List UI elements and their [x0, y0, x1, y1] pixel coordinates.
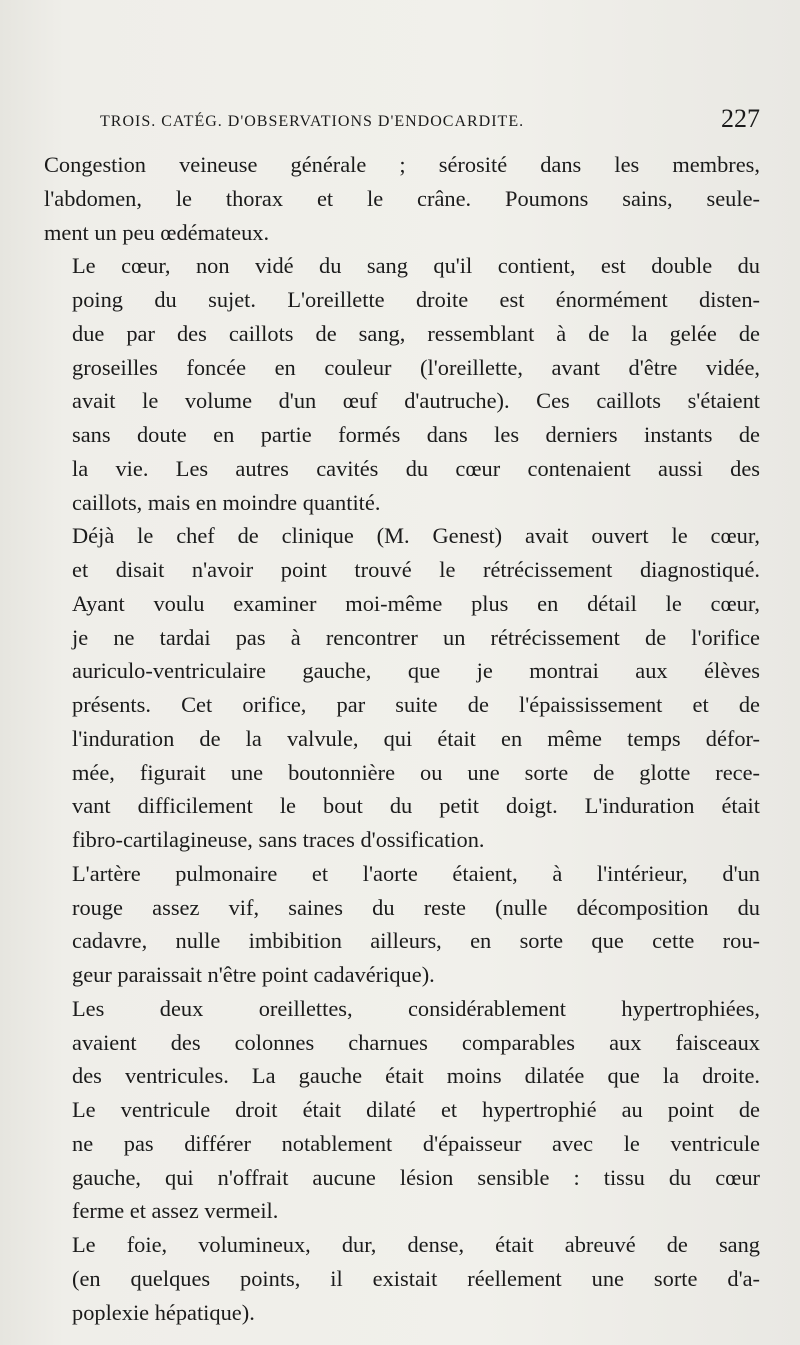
text-line: ment un peu œdémateux. — [44, 219, 270, 245]
text-line: ferme et assez vermeil. — [72, 1198, 279, 1224]
text-line: sans doute en partie formés dans les derniers instants de — [72, 422, 760, 447]
text-line: avaient des colonnes charnues comparables aux faisceaux — [72, 1029, 760, 1055]
text-line: auriculo-ventriculaire gauche, que je montrai aux élèves — [72, 658, 760, 684]
text-line: l'induration de la valvule, qui était en même temps défor- — [72, 725, 760, 751]
page-number: 227 — [721, 104, 760, 133]
text-line: poing du sujet. L'oreillette droite est énormément disten- — [72, 287, 760, 312]
text-line: et disait n'avoir point trouvé le rétrécissement diagnostiqué. — [72, 557, 760, 582]
text-line: Congestion veineuse générale ; sérosité dans les membres, — [44, 152, 760, 177]
text-line: rouge assez vif, saines du reste (nulle décomposition du — [72, 894, 760, 920]
paragraph — [44, 992, 760, 1228]
header-title: TROIS. CATÉG. D'OBSERVATIONS D'ENDOCARDITE. — [100, 113, 525, 130]
text-line: Ayant voulu examiner moi-même plus en détail le cœur, — [72, 590, 760, 616]
paragraph — [44, 148, 760, 249]
text-line: l'abdomen, le thorax et le crâne. Poumons sains, seule- — [44, 185, 760, 211]
text-line: cadavre, nulle imbibition ailleurs, en sorte que cette rou- — [72, 928, 760, 954]
text-line: due par des caillots de sang, ressemblant à de la gelée de — [72, 320, 760, 346]
text-line: Déjà le chef de clinique (M. Genest) avait ouvert le cœur, — [72, 523, 760, 549]
text-line: poplexie hépatique). — [72, 1299, 255, 1325]
paragraph — [44, 249, 760, 519]
running-header — [100, 104, 760, 133]
text-line: la vie. Les autres cavités du cœur contenaient aussi des — [72, 455, 760, 481]
paragraph — [44, 1228, 760, 1329]
text-line: fibro-cartilagineuse, sans traces d'ossification. — [72, 827, 485, 852]
text-line: Le ventricule droit était dilaté et hypertrophié au point de — [72, 1097, 760, 1122]
text-line: L'artère pulmonaire et l'aorte étaient, à l'intérieur, d'un — [72, 860, 760, 886]
text-line: Le cœur, non vidé du sang qu'il contient, est double du — [72, 253, 760, 279]
text-line: vant difficilement le bout du petit doigt. L'induration était — [72, 793, 760, 819]
text-line: des ventricules. La gauche était moins dilatée que la droite. — [72, 1063, 760, 1089]
text-line: groseilles foncée en couleur (l'oreillette, avant d'être vidée, — [72, 354, 760, 380]
text-line: caillots, mais en moindre quantité. — [72, 489, 381, 515]
text-line: ne pas différer notablement d'épaisseur avec le ventricule — [72, 1130, 760, 1156]
text-line: avait le volume d'un œuf d'autruche). Ces caillots s'étaient — [72, 388, 760, 414]
text-line: geur paraissait n'être point cadavérique). — [72, 962, 435, 987]
text-line: présents. Cet orifice, par suite de l'épaississement et de — [72, 692, 760, 717]
text-line: (en quelques points, il existait réellement une sorte d'a- — [72, 1265, 760, 1291]
paragraph — [44, 857, 760, 992]
body-text — [44, 148, 760, 1329]
text-line: Les deux oreillettes, considérablement hypertrophiées, — [72, 995, 760, 1021]
text-line: mée, figurait une boutonnière ou une sorte de glotte rece- — [72, 759, 760, 785]
text-line: gauche, qui n'offrait aucune lésion sensible : tissu du cœur — [72, 1164, 760, 1190]
paragraph — [44, 519, 760, 857]
text-line: Le foie, volumineux, dur, dense, était abreuvé de sang — [72, 1232, 760, 1257]
text-line: je ne tardai pas à rencontrer un rétrécissement de l'orifice — [72, 624, 760, 650]
